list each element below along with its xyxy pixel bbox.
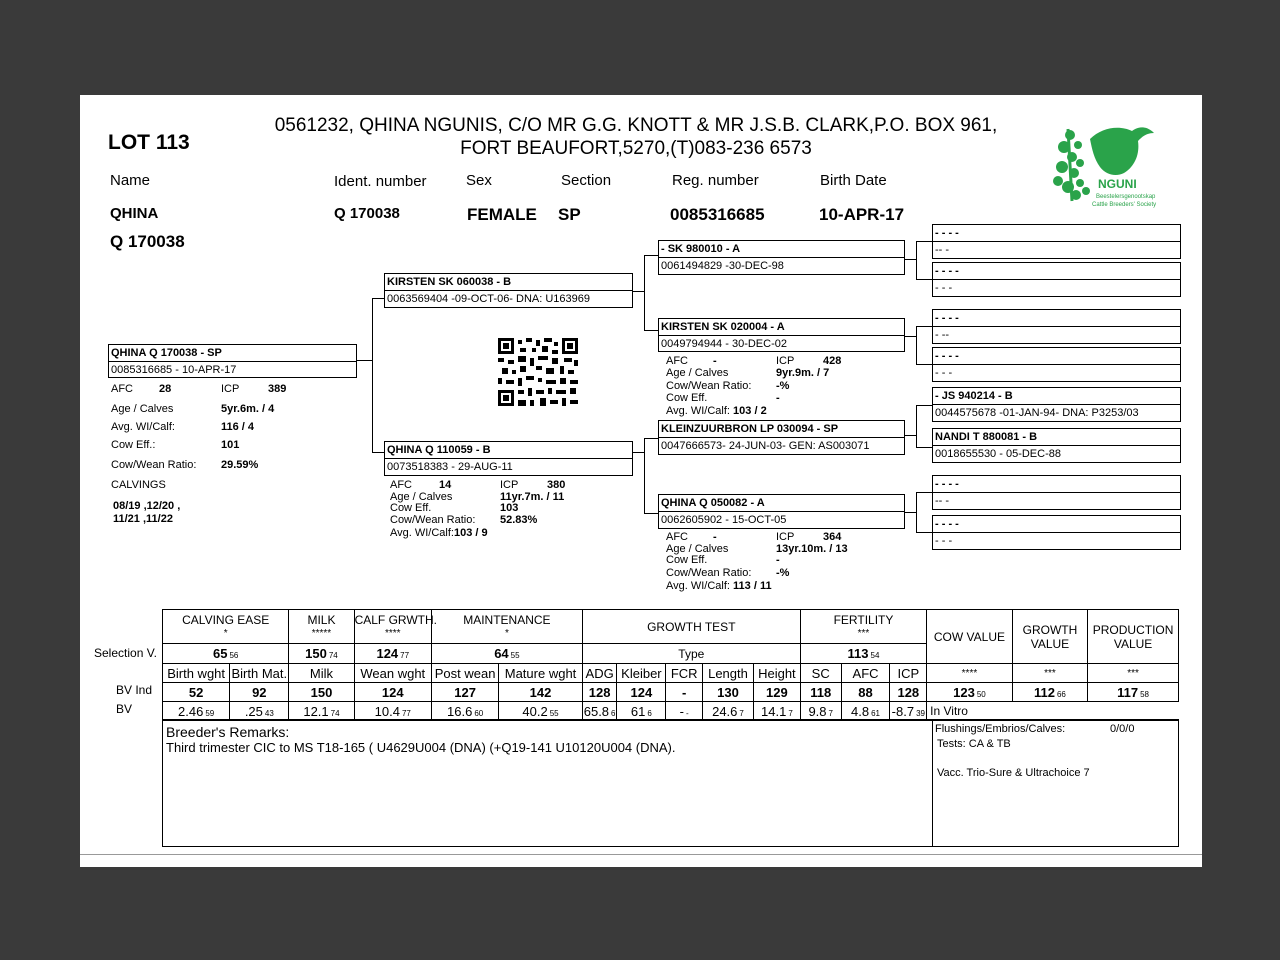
nguni-logo xyxy=(1050,121,1170,213)
gg5-line1: - JS 940214 - B xyxy=(935,390,1013,402)
sd-line1: KIRSTEN SK 020004 - A xyxy=(661,321,785,333)
sd-line2: 0049794944 - 30-DEC-02 xyxy=(661,338,787,350)
gg-box-7 xyxy=(932,475,1181,510)
bvind-milk: 150 xyxy=(289,683,354,702)
dam-eff: 103 xyxy=(500,502,519,514)
dam-box xyxy=(384,441,633,476)
bv-label: BV xyxy=(116,702,133,716)
bvind-label: BV Ind xyxy=(116,683,153,697)
gg6-line2: 0018655530 - 05-DEC-88 xyxy=(935,448,1061,460)
bv-icp xyxy=(890,702,927,721)
growth-value-title1: GROWTH xyxy=(1022,622,1078,637)
fertility-selection xyxy=(800,644,926,664)
col-birth-mat: Birth Mat. xyxy=(231,665,288,681)
ss-line1: - SK 980010 - A xyxy=(661,243,741,255)
maintenance-selection xyxy=(432,644,583,664)
dam-afc-label: AFC xyxy=(390,479,412,491)
sd-eff: - xyxy=(776,392,780,404)
subject-wi-label: Avg. WI/Calf: xyxy=(111,421,175,433)
cow-value-cell xyxy=(927,683,1013,702)
bvind-adg: 128 xyxy=(582,683,617,702)
subject-eff: 101 xyxy=(221,439,240,451)
gg3-line1: - - - - xyxy=(935,312,959,324)
remarks-text: Third trimester CIC to MS T18-165 ( U4629U004 (DNA) (+Q19-141 U10120U004 (DNA). xyxy=(166,740,676,755)
tests: Tests: CA & TB xyxy=(937,738,1011,750)
animal-birth: 10-APR-17 xyxy=(819,205,905,224)
sd-wi-row xyxy=(666,405,767,417)
dam-wi-row xyxy=(390,527,488,539)
calf-growth-header xyxy=(354,610,438,644)
bv-sc-acc: 7 xyxy=(828,708,833,718)
growth-value: 112 xyxy=(1034,684,1055,700)
bv-afc-acc: 61 xyxy=(871,708,881,718)
bvind-afc: 88 xyxy=(841,683,890,702)
bv-length-value: 24.6 xyxy=(712,703,738,719)
gg-box-4 xyxy=(932,347,1181,382)
bv-length-acc: 7 xyxy=(739,708,744,718)
gg7-line1: - - - - xyxy=(935,478,959,490)
bv-birth-mat-value: .25 xyxy=(244,703,263,719)
dam-eff-label: Cow Eff. xyxy=(390,502,432,514)
sd-wi-label: Avg. WI/Calf: xyxy=(666,405,730,417)
sd-afc-label: AFC xyxy=(666,355,688,367)
subject-afc-label: AFC xyxy=(111,383,133,395)
animal-sex: FEMALE xyxy=(467,205,537,224)
sire-line2: 0063569404 -09-OCT-06- DNA: U163969 xyxy=(387,293,591,305)
growth-test-header: GROWTH TEST xyxy=(582,610,800,644)
nguni-bull-icon xyxy=(1050,121,1170,213)
growth-value-title2: VALUE xyxy=(1030,636,1070,651)
gg6-line1: NANDI T 880081 - B xyxy=(935,431,1038,443)
bv-kleiber-value: 61 xyxy=(630,703,646,719)
subject-wi: 116 / 4 xyxy=(221,421,255,433)
growth-value-acc: 66 xyxy=(1056,689,1066,699)
dam-icp-label: ICP xyxy=(500,479,519,491)
bvind-birth-wght: 52 xyxy=(163,683,230,702)
col-post-wean: Post wean xyxy=(432,664,499,683)
qr-code-icon xyxy=(498,338,578,406)
in-vitro: In Vitro xyxy=(927,702,1179,721)
production-value-cell xyxy=(1088,683,1179,702)
sd-ratio: -% xyxy=(776,380,790,392)
gg8-line2: - - - xyxy=(935,535,953,547)
maintenance-sv: 64 xyxy=(494,646,509,661)
header-reg: Reg. number xyxy=(672,172,759,189)
gg2-line2: - - - xyxy=(935,282,953,294)
maintenance-header xyxy=(432,610,583,644)
col-wean-wght: Wean wght xyxy=(354,664,431,683)
gg3-line2: - -- xyxy=(935,329,950,341)
fertility-sv: 113 xyxy=(847,646,869,661)
bv-birth-wght xyxy=(163,702,230,721)
logo-sub2: Cattle Breeders' Society xyxy=(1092,202,1157,208)
bv-birth-mat xyxy=(230,702,289,721)
bv-wean-wght-acc: 77 xyxy=(401,708,411,718)
bv-fcr-acc: - xyxy=(686,708,689,718)
calvings-label: CALVINGS xyxy=(111,479,166,491)
dam-line1: QHINA Q 110059 - B xyxy=(387,444,491,456)
fertility-stars: *** xyxy=(857,627,870,639)
milk-sv-acc: 74 xyxy=(328,651,338,660)
animal-reg: 0085316685 xyxy=(670,205,765,224)
bv-row xyxy=(163,702,1179,721)
bv-afc xyxy=(841,702,890,721)
header-section: Section xyxy=(561,172,612,189)
dam-age: 11yr.7m. / 11 xyxy=(500,491,565,503)
gg-box-6 xyxy=(932,428,1181,463)
animal-section: SP xyxy=(558,205,581,224)
gg8-line1: - - - - xyxy=(935,518,959,530)
bv-milk-value: 12.1 xyxy=(303,703,329,719)
bv-birth-wght-value: 2.46 xyxy=(178,703,204,719)
bv-sc xyxy=(800,702,841,721)
animal-name: QHINA xyxy=(110,205,159,222)
production-value-stars: *** xyxy=(1088,664,1179,683)
subject-age: 5yr.6m. / 4 xyxy=(221,403,275,415)
ss-line2: 0061494829 -30-DEC-98 xyxy=(661,260,784,272)
bv-mature-wght-acc: 55 xyxy=(549,708,559,718)
dam-ratio: 52.83% xyxy=(500,514,538,526)
subject-icp-label: ICP xyxy=(221,383,240,395)
dam-icp: 380 xyxy=(547,479,566,491)
bv-afc-value: 4.8 xyxy=(851,703,870,719)
header-sex: Sex xyxy=(466,172,492,189)
animal-ident: Q 170038 xyxy=(334,205,400,222)
dam-afc: 14 xyxy=(439,479,452,491)
fertility-sv-acc: 54 xyxy=(870,651,880,660)
col-sc: SC xyxy=(800,664,841,683)
subject-line1: QHINA Q 170038 - SP xyxy=(111,347,222,359)
col-length: Length xyxy=(703,664,754,683)
dd-box xyxy=(658,494,905,529)
bv-height-value: 14.1 xyxy=(761,703,787,719)
bvind-length: 130 xyxy=(703,683,754,702)
flushings-label: Flushings/Embrios/Calves: xyxy=(935,723,1066,735)
maintenance-title: MAINTENANCE xyxy=(463,612,551,627)
calving-ease-title: CALVING EASE xyxy=(182,612,270,627)
production-value-title2: VALUE xyxy=(1113,636,1153,651)
col-mature-wght: Mature wght xyxy=(499,664,583,683)
dd-ratio-label: Cow/Wean Ratio: xyxy=(666,567,752,579)
growth-test-type: Type xyxy=(582,644,800,664)
calf-growth-stars: **** xyxy=(384,627,401,639)
fertility-header xyxy=(800,610,926,644)
growth-value-stars: *** xyxy=(1012,664,1087,683)
calving-ease-sv-acc: 56 xyxy=(229,651,239,660)
calf-growth-sv-acc: 77 xyxy=(400,651,410,660)
bv-height-acc: 7 xyxy=(788,708,793,718)
sire-line1: KIRSTEN SK 060038 - B xyxy=(387,276,512,288)
subject-line2: 0085316685 - 10-APR-17 xyxy=(111,364,237,376)
sd-icp: 428 xyxy=(823,355,842,367)
subject-box xyxy=(108,344,357,378)
col-milk: Milk xyxy=(289,664,354,683)
milk-selection xyxy=(289,644,354,664)
sd-afc: - xyxy=(713,355,717,367)
gg1-line1: - - - - xyxy=(935,227,959,239)
subject-ratio: 29.59% xyxy=(221,459,259,471)
bv-milk-acc: 74 xyxy=(330,708,340,718)
bv-adg xyxy=(582,702,617,721)
col-height: Height xyxy=(753,664,800,683)
qr-code xyxy=(498,338,578,406)
calf-growth-title: CALF GRWTH. xyxy=(354,612,438,627)
ds-line2: 0047666573- 24-JUN-03- GEN: AS003071 xyxy=(661,440,870,452)
dam-ratio-label: Cow/Wean Ratio: xyxy=(390,514,476,526)
calving-ease-header xyxy=(163,610,289,644)
milk-header xyxy=(289,610,354,644)
bv-adg-acc: 6 xyxy=(611,708,616,718)
ds-line1: KLEINZUURBRON LP 030094 - SP xyxy=(661,423,839,435)
dd-icp: 364 xyxy=(823,531,842,543)
sd-ratio-label: Cow/Wean Ratio: xyxy=(666,380,752,392)
calving-ease-stars: * xyxy=(223,627,228,639)
bvind-wean-wght: 124 xyxy=(354,683,431,702)
col-adg: ADG xyxy=(582,664,617,683)
sd-box xyxy=(658,318,905,352)
subject-age-label: Age / Calves xyxy=(111,403,174,415)
gg-box-8 xyxy=(932,515,1181,550)
dd-wi-row xyxy=(666,580,772,592)
calf-growth-selection xyxy=(354,644,431,664)
subject-icp: 389 xyxy=(268,383,287,395)
dd-line2: 0062605902 - 15-OCT-05 xyxy=(661,514,787,526)
bv-height xyxy=(753,702,800,721)
bvind-birth-mat: 92 xyxy=(230,683,289,702)
sd-wi: 103 / 2 xyxy=(733,405,767,417)
flushings-value: 0/0/0 xyxy=(1110,723,1135,735)
gg4-line2: - - - xyxy=(935,367,953,379)
calf-growth-sv: 124 xyxy=(376,646,399,661)
milk-sv: 150 xyxy=(305,646,327,661)
dam-age-label: Age / Calves xyxy=(390,491,453,503)
bvind-fcr: - xyxy=(666,683,703,702)
ss-box xyxy=(658,240,905,275)
bv-mature-wght xyxy=(499,702,583,721)
values-table xyxy=(162,609,1179,721)
calving-ease-selection xyxy=(163,644,289,664)
logo-sub1: Beestelersgenootskap xyxy=(1096,194,1156,200)
bvind-icp: 128 xyxy=(890,683,927,702)
bvind-kleiber: 124 xyxy=(617,683,666,702)
dd-line1: QHINA Q 050082 - A xyxy=(661,497,765,509)
dd-wi-label: Avg. WI/Calf: xyxy=(666,580,730,592)
dd-age-label: Age / Calves xyxy=(666,543,729,555)
growth-value-header xyxy=(1012,610,1087,664)
bv-wean-wght-value: 10.4 xyxy=(374,703,400,719)
vaccinations: Vacc. Trio-Sure & Ultrachoice 7 xyxy=(937,767,1090,779)
col-birth-wght: Birth wght xyxy=(163,664,230,683)
gg-box-3 xyxy=(932,309,1181,344)
bvind-sc: 118 xyxy=(800,683,841,702)
col-icp: ICP xyxy=(890,664,927,683)
sd-age: 9yr.9m. / 7 xyxy=(776,367,830,379)
production-value: 117 xyxy=(1117,684,1139,700)
dam-wi: 103 / 9 xyxy=(453,527,488,539)
gg-box-1 xyxy=(932,224,1181,259)
cow-value: 123 xyxy=(953,684,975,700)
bv-icp-value: -8.7 xyxy=(891,703,915,719)
bv-kleiber-acc: 6 xyxy=(647,708,652,718)
gg-box-2 xyxy=(932,262,1181,297)
maintenance-sv-acc: 55 xyxy=(510,651,520,660)
dd-icp-label: ICP xyxy=(776,531,795,543)
bvind-mature-wght: 142 xyxy=(499,683,583,702)
col-fcr: FCR xyxy=(666,664,703,683)
bv-post-wean-acc: 60 xyxy=(474,708,484,718)
growth-value-cell xyxy=(1012,683,1087,702)
calvings-line1: 08/19 ,12/20 , xyxy=(113,500,181,512)
fertility-title: FERTILITY xyxy=(833,612,894,627)
bv-kleiber xyxy=(617,702,666,721)
col-afc: AFC xyxy=(841,664,890,683)
bv-mature-wght-value: 40.2 xyxy=(522,703,548,719)
ds-box xyxy=(658,420,905,455)
bvind-post-wean: 127 xyxy=(432,683,499,702)
bv-fcr-value: - xyxy=(679,703,685,719)
header-ident: Ident. number xyxy=(334,173,427,190)
cow-value-header: COW VALUE xyxy=(927,610,1013,664)
calving-ease-sv: 65 xyxy=(212,646,228,661)
sd-icp-label: ICP xyxy=(776,355,795,367)
header-birth: Birth Date xyxy=(820,172,887,189)
breeder-address-line1: 0561232, QHINA NGUNIS, C/O MR G.G. KNOTT & MR J.S.B. CLARK,P.O. BOX 961, xyxy=(274,115,998,136)
calvings-line2: 11/21 ,11/22 xyxy=(113,513,173,525)
dd-age: 13yr.10m. / 13 xyxy=(776,543,848,555)
lot-number: LOT 113 xyxy=(108,131,190,154)
subject-eff-label: Cow Eff.: xyxy=(111,439,156,451)
bv-post-wean-value: 16.6 xyxy=(447,703,473,719)
bv-birth-mat-acc: 43 xyxy=(264,708,274,718)
bv-length xyxy=(703,702,754,721)
dd-afc: - xyxy=(713,531,717,543)
remarks-title: Breeder's Remarks: xyxy=(166,724,290,740)
selection-label: Selection V. xyxy=(94,646,157,660)
gg-box-5 xyxy=(932,387,1181,422)
sire-box xyxy=(384,273,633,308)
milk-title: MILK xyxy=(307,612,336,627)
breeder-address-line2: FORT BEAUFORT,5270,(T)083-236 6573 xyxy=(460,138,812,159)
dam-line2: 0073518383 - 29-AUG-11 xyxy=(387,461,513,473)
dd-ratio: -% xyxy=(776,567,790,579)
production-value-header xyxy=(1088,610,1179,664)
gg7-line2: -- - xyxy=(935,495,950,507)
bv-wean-wght xyxy=(354,702,431,721)
bvind-height: 129 xyxy=(753,683,800,702)
logo-name: NGUNI xyxy=(1098,177,1137,191)
dd-eff: - xyxy=(776,554,780,566)
gg4-line1: - - - - xyxy=(935,350,959,362)
cow-value-stars: **** xyxy=(927,664,1013,683)
production-value-acc: 58 xyxy=(1140,689,1150,699)
bvind-row xyxy=(163,683,1179,702)
bv-birth-wght-acc: 59 xyxy=(205,708,215,718)
sd-eff-label: Cow Eff. xyxy=(666,392,708,404)
dd-eff-label: Cow Eff. xyxy=(666,554,708,566)
sd-age-label: Age / Calves xyxy=(666,367,729,379)
remarks-box xyxy=(162,719,1179,847)
gg2-line1: - - - - xyxy=(935,265,959,277)
bv-milk xyxy=(289,702,354,721)
dam-wi-label: Avg. WI/Calf: xyxy=(390,527,454,539)
gg1-line2: -- - xyxy=(935,244,950,256)
subject-afc: 28 xyxy=(159,383,172,395)
bv-adg-value: 65.8 xyxy=(583,703,610,719)
dd-afc-label: AFC xyxy=(666,531,688,543)
bv-fcr xyxy=(666,702,703,721)
bv-icp-acc: 39 xyxy=(916,708,925,718)
cow-value-acc: 50 xyxy=(976,689,986,699)
production-value-title1: PRODUCTION xyxy=(1092,622,1174,637)
col-kleiber: Kleiber xyxy=(617,664,666,683)
subject-ratio-label: Cow/Wean Ratio: xyxy=(111,459,197,471)
gg5-line2: 0044575678 -01-JAN-94- DNA: P3253/03 xyxy=(935,407,1139,419)
bv-post-wean xyxy=(432,702,499,721)
maintenance-stars: * xyxy=(504,627,509,639)
animal-ident-large: Q 170038 xyxy=(110,232,185,251)
pedigree-sheet xyxy=(80,95,1202,867)
header-name: Name xyxy=(110,172,151,189)
dd-wi: 113 / 11 xyxy=(733,580,772,592)
milk-stars: ***** xyxy=(311,627,332,639)
bv-sc-value: 9.8 xyxy=(808,703,827,719)
